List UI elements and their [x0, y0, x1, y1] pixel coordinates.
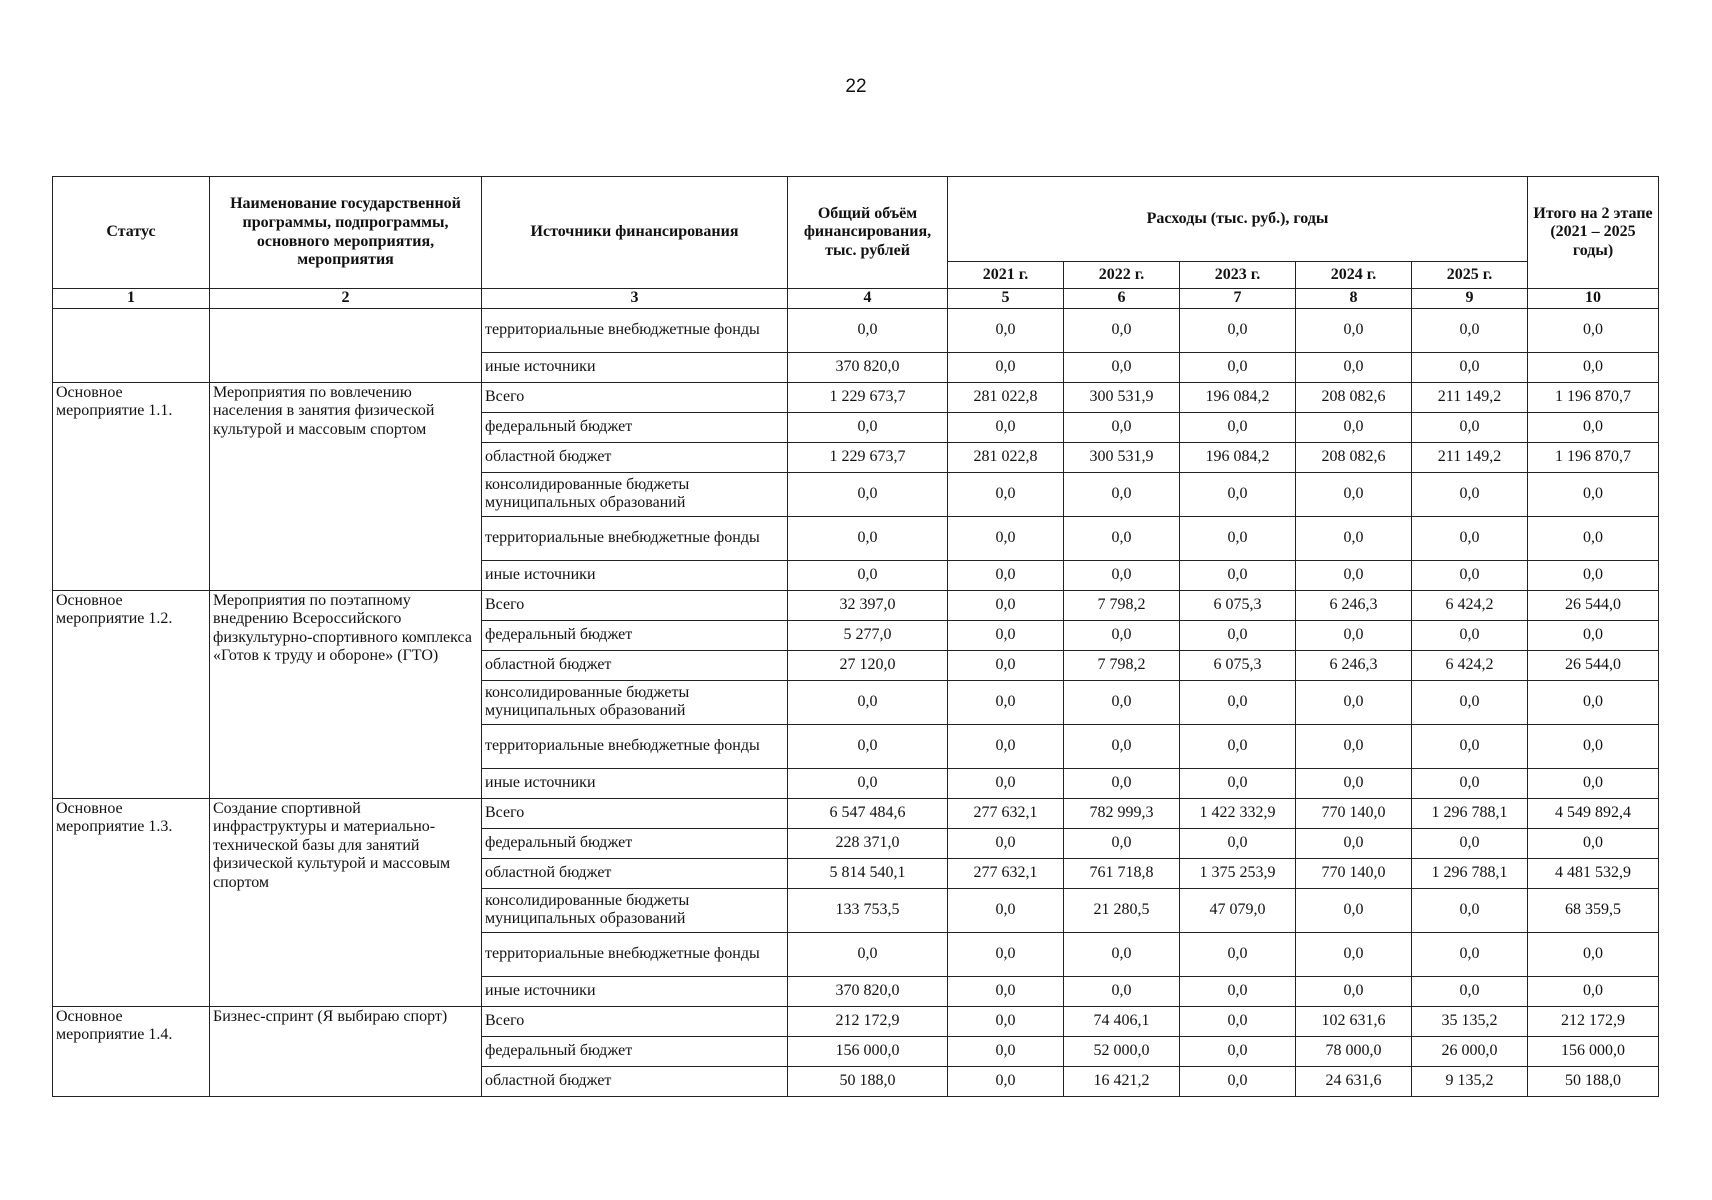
amount-cell: 9 135,2: [1412, 1066, 1528, 1096]
table-header: [53, 177, 1659, 309]
amount-cell: 27 120,0: [788, 650, 948, 680]
amount-cell: 26 544,0: [1528, 650, 1659, 680]
amount-cell: 5 814 540,1: [788, 858, 948, 888]
amount-cell: 0,0: [948, 472, 1064, 516]
amount-cell: 0,0: [1296, 560, 1412, 590]
amount-cell: 212 172,9: [1528, 1006, 1659, 1036]
amount-cell: 0,0: [1412, 888, 1528, 932]
amount-cell: 1 196 870,7: [1528, 382, 1659, 412]
amount-cell: 74 406,1: [1064, 1006, 1180, 1036]
header-year: 2024 г.: [1296, 262, 1412, 289]
amount-cell: 0,0: [1180, 680, 1296, 724]
activity-status: Основное мероприятие 1.2.: [53, 590, 210, 798]
column-number: 3: [482, 289, 788, 309]
amount-cell: 0,0: [1064, 620, 1180, 650]
amount-cell: 0,0: [1064, 976, 1180, 1006]
amount-cell: 0,0: [1528, 620, 1659, 650]
amount-cell: 196 084,2: [1180, 442, 1296, 472]
activity-status: Основное мероприятие 1.4.: [53, 1006, 210, 1096]
amount-cell: 0,0: [788, 724, 948, 768]
column-number-row: [53, 289, 1659, 309]
amount-cell: 0,0: [1296, 472, 1412, 516]
amount-cell: 370 820,0: [788, 352, 948, 382]
activity-name: Бизнес-спринт (Я выбираю спорт): [210, 1006, 482, 1096]
amount-cell: 212 172,9: [788, 1006, 948, 1036]
amount-cell: 0,0: [788, 560, 948, 590]
amount-cell: 78 000,0: [1296, 1036, 1412, 1066]
amount-cell: 300 531,9: [1064, 382, 1180, 412]
amount-cell: 0,0: [1180, 560, 1296, 590]
funding-source: федеральный бюджет: [482, 620, 788, 650]
amount-cell: 102 631,6: [1296, 1006, 1412, 1036]
header-source: Источники финансирования: [482, 177, 788, 289]
amount-cell: 32 397,0: [788, 590, 948, 620]
funding-source: иные источники: [482, 560, 788, 590]
amount-cell: 0,0: [1180, 1066, 1296, 1096]
amount-cell: 1 375 253,9: [1180, 858, 1296, 888]
amount-cell: 0,0: [1528, 412, 1659, 442]
amount-cell: 196 084,2: [1180, 382, 1296, 412]
table-row: [53, 382, 1659, 412]
amount-cell: 0,0: [948, 1006, 1064, 1036]
column-number: 2: [210, 289, 482, 309]
amount-cell: 211 149,2: [1412, 442, 1528, 472]
amount-cell: 0,0: [1296, 308, 1412, 352]
amount-cell: 6 424,2: [1412, 650, 1528, 680]
amount-cell: 0,0: [1296, 932, 1412, 976]
amount-cell: 6 424,2: [1412, 590, 1528, 620]
amount-cell: 0,0: [1064, 768, 1180, 798]
amount-cell: 4 481 532,9: [1528, 858, 1659, 888]
amount-cell: 0,0: [1296, 412, 1412, 442]
amount-cell: 0,0: [1528, 352, 1659, 382]
table-body: [53, 308, 1659, 1096]
amount-cell: 0,0: [1064, 516, 1180, 560]
amount-cell: 0,0: [1064, 472, 1180, 516]
amount-cell: 68 359,5: [1528, 888, 1659, 932]
amount-cell: 0,0: [948, 516, 1064, 560]
amount-cell: 0,0: [1528, 472, 1659, 516]
amount-cell: 4 549 892,4: [1528, 798, 1659, 828]
amount-cell: 1 196 870,7: [1528, 442, 1659, 472]
amount-cell: 16 421,2: [1064, 1066, 1180, 1096]
amount-cell: 26 000,0: [1412, 1036, 1528, 1066]
funding-source: областной бюджет: [482, 650, 788, 680]
amount-cell: 0,0: [1296, 724, 1412, 768]
amount-cell: 0,0: [1412, 620, 1528, 650]
amount-cell: 0,0: [1296, 768, 1412, 798]
amount-cell: 24 631,6: [1296, 1066, 1412, 1096]
amount-cell: 0,0: [1296, 888, 1412, 932]
funding-source: Всего: [482, 382, 788, 412]
amount-cell: 0,0: [1064, 352, 1180, 382]
amount-cell: 770 140,0: [1296, 858, 1412, 888]
amount-cell: 6 547 484,6: [788, 798, 948, 828]
amount-cell: 0,0: [788, 412, 948, 442]
amount-cell: 0,0: [1412, 768, 1528, 798]
funding-source: консолидированные бюджеты муниципальных образований: [482, 680, 788, 724]
amount-cell: 0,0: [1296, 352, 1412, 382]
amount-cell: 281 022,8: [948, 442, 1064, 472]
amount-cell: 277 632,1: [948, 798, 1064, 828]
amount-cell: 0,0: [1296, 516, 1412, 560]
amount-cell: 0,0: [1528, 560, 1659, 590]
amount-cell: 156 000,0: [1528, 1036, 1659, 1066]
amount-cell: 0,0: [788, 932, 948, 976]
amount-cell: 0,0: [1180, 932, 1296, 976]
amount-cell: 0,0: [948, 976, 1064, 1006]
funding-source: консолидированные бюджеты муниципальных образований: [482, 888, 788, 932]
amount-cell: 1 229 673,7: [788, 442, 948, 472]
amount-cell: 208 082,6: [1296, 382, 1412, 412]
funding-source: областной бюджет: [482, 1066, 788, 1096]
amount-cell: 7 798,2: [1064, 590, 1180, 620]
amount-cell: 0,0: [1412, 724, 1528, 768]
amount-cell: 0,0: [948, 560, 1064, 590]
funding-source: федеральный бюджет: [482, 412, 788, 442]
amount-cell: 0,0: [948, 768, 1064, 798]
funding-source: областной бюджет: [482, 858, 788, 888]
amount-cell: 0,0: [1180, 724, 1296, 768]
amount-cell: 277 632,1: [948, 858, 1064, 888]
activity-name: Мероприятия по поэтапному внедрению Всероссийского физкультурно-спортивного комплекса «Готов к труду и обороне» (ГТО): [210, 590, 482, 798]
amount-cell: 6 075,3: [1180, 650, 1296, 680]
amount-cell: 782 999,3: [1064, 798, 1180, 828]
funding-source: территориальные внебюджетные фонды: [482, 516, 788, 560]
amount-cell: 1 422 332,9: [1180, 798, 1296, 828]
funding-source: областной бюджет: [482, 442, 788, 472]
amount-cell: 0,0: [1296, 828, 1412, 858]
amount-cell: 0,0: [788, 680, 948, 724]
amount-cell: 0,0: [948, 1036, 1064, 1066]
amount-cell: 0,0: [948, 680, 1064, 724]
amount-cell: 1 296 788,1: [1412, 858, 1528, 888]
column-number: 8: [1296, 289, 1412, 309]
amount-cell: 0,0: [1180, 352, 1296, 382]
amount-cell: 0,0: [788, 308, 948, 352]
amount-cell: 50 188,0: [788, 1066, 948, 1096]
amount-cell: 0,0: [948, 620, 1064, 650]
funding-source: территориальные внебюджетные фонды: [482, 932, 788, 976]
header-year: 2025 г.: [1412, 262, 1528, 289]
activity-name: [210, 308, 482, 382]
amount-cell: 0,0: [1180, 1006, 1296, 1036]
column-number: 4: [788, 289, 948, 309]
amount-cell: 0,0: [1412, 472, 1528, 516]
amount-cell: 0,0: [1064, 828, 1180, 858]
amount-cell: 52 000,0: [1064, 1036, 1180, 1066]
table-row: [53, 308, 1659, 352]
amount-cell: 26 544,0: [1528, 590, 1659, 620]
activity-status: [53, 308, 210, 382]
amount-cell: 0,0: [1412, 516, 1528, 560]
amount-cell: 0,0: [1412, 560, 1528, 590]
amount-cell: 0,0: [1412, 352, 1528, 382]
amount-cell: 0,0: [948, 1066, 1064, 1096]
funding-source: федеральный бюджет: [482, 1036, 788, 1066]
header-year: 2021 г.: [948, 262, 1064, 289]
amount-cell: 300 531,9: [1064, 442, 1180, 472]
amount-cell: 6 075,3: [1180, 590, 1296, 620]
amount-cell: 0,0: [1180, 976, 1296, 1006]
amount-cell: 0,0: [788, 516, 948, 560]
amount-cell: 0,0: [1412, 976, 1528, 1006]
amount-cell: 0,0: [788, 472, 948, 516]
amount-cell: 0,0: [1528, 768, 1659, 798]
amount-cell: 0,0: [1296, 680, 1412, 724]
funding-source: иные источники: [482, 352, 788, 382]
page-number: 22: [845, 76, 867, 97]
header-name: Наименование государственной программы, подпрограммы, основного мероприятия, мероприятия: [210, 177, 482, 289]
amount-cell: 0,0: [1528, 932, 1659, 976]
amount-cell: 770 140,0: [1296, 798, 1412, 828]
column-number: 10: [1528, 289, 1659, 309]
amount-cell: 0,0: [1296, 976, 1412, 1006]
amount-cell: 50 188,0: [1528, 1066, 1659, 1096]
header-stage-total: Итого на 2 этапе (2021 – 2025 годы): [1528, 177, 1659, 289]
activity-name: Создание спортивной инфраструктуры и материально-технической базы для занятий физической культурой и массовым спортом: [210, 798, 482, 1006]
amount-cell: 6 246,3: [1296, 650, 1412, 680]
financing-table: [52, 176, 1659, 1097]
column-number: 6: [1064, 289, 1180, 309]
amount-cell: 1 296 788,1: [1412, 798, 1528, 828]
activity-status: Основное мероприятие 1.3.: [53, 798, 210, 1006]
header-total: Общий объём финансирования, тыс. рублей: [788, 177, 948, 289]
amount-cell: 0,0: [1412, 412, 1528, 442]
amount-cell: 761 718,8: [1064, 858, 1180, 888]
amount-cell: 7 798,2: [1064, 650, 1180, 680]
amount-cell: 0,0: [948, 724, 1064, 768]
amount-cell: 0,0: [1528, 724, 1659, 768]
amount-cell: 370 820,0: [788, 976, 948, 1006]
amount-cell: 156 000,0: [788, 1036, 948, 1066]
amount-cell: 133 753,5: [788, 888, 948, 932]
activity-status: Основное мероприятие 1.1.: [53, 382, 210, 590]
amount-cell: 0,0: [1064, 560, 1180, 590]
amount-cell: 0,0: [1064, 724, 1180, 768]
amount-cell: 0,0: [1064, 680, 1180, 724]
amount-cell: 21 280,5: [1064, 888, 1180, 932]
funding-source: консолидированные бюджеты муниципальных образований: [482, 472, 788, 516]
activity-name: Мероприятия по вовлечению населения в занятия физической культурой и массовым спортом: [210, 382, 482, 590]
amount-cell: 0,0: [948, 412, 1064, 442]
header-status: Статус: [53, 177, 210, 289]
amount-cell: 5 277,0: [788, 620, 948, 650]
amount-cell: 281 022,8: [948, 382, 1064, 412]
funding-source: федеральный бюджет: [482, 828, 788, 858]
column-number: 9: [1412, 289, 1528, 309]
header-expenses: Расходы (тыс. руб.), годы: [948, 177, 1528, 262]
funding-source: Всего: [482, 798, 788, 828]
funding-source: территориальные внебюджетные фонды: [482, 724, 788, 768]
funding-source: территориальные внебюджетные фонды: [482, 308, 788, 352]
amount-cell: 0,0: [1064, 932, 1180, 976]
table-row: [53, 798, 1659, 828]
amount-cell: 0,0: [1528, 976, 1659, 1006]
amount-cell: 0,0: [1064, 412, 1180, 442]
amount-cell: 0,0: [1412, 828, 1528, 858]
amount-cell: 228 371,0: [788, 828, 948, 858]
header-year: 2023 г.: [1180, 262, 1296, 289]
amount-cell: 0,0: [1180, 1036, 1296, 1066]
amount-cell: 211 149,2: [1412, 382, 1528, 412]
amount-cell: 0,0: [1528, 828, 1659, 858]
amount-cell: 47 079,0: [1180, 888, 1296, 932]
amount-cell: 208 082,6: [1296, 442, 1412, 472]
amount-cell: 0,0: [948, 650, 1064, 680]
table-row: [53, 1006, 1659, 1036]
amount-cell: 0,0: [948, 888, 1064, 932]
column-number: 5: [948, 289, 1064, 309]
amount-cell: 35 135,2: [1412, 1006, 1528, 1036]
amount-cell: 0,0: [1528, 680, 1659, 724]
amount-cell: 6 246,3: [1296, 590, 1412, 620]
amount-cell: 0,0: [1180, 472, 1296, 516]
amount-cell: 0,0: [948, 352, 1064, 382]
amount-cell: 0,0: [1180, 620, 1296, 650]
amount-cell: 0,0: [1180, 768, 1296, 798]
amount-cell: 0,0: [1528, 308, 1659, 352]
amount-cell: 0,0: [1412, 680, 1528, 724]
header-year: 2022 г.: [1064, 262, 1180, 289]
amount-cell: 0,0: [1180, 828, 1296, 858]
amount-cell: 0,0: [1296, 620, 1412, 650]
amount-cell: 0,0: [948, 932, 1064, 976]
funding-source: Всего: [482, 590, 788, 620]
amount-cell: 0,0: [1412, 932, 1528, 976]
amount-cell: 0,0: [1064, 308, 1180, 352]
amount-cell: 1 229 673,7: [788, 382, 948, 412]
amount-cell: 0,0: [1180, 308, 1296, 352]
column-number: 7: [1180, 289, 1296, 309]
amount-cell: 0,0: [948, 828, 1064, 858]
amount-cell: 0,0: [1180, 516, 1296, 560]
funding-source: иные источники: [482, 768, 788, 798]
amount-cell: 0,0: [1412, 308, 1528, 352]
funding-source: иные источники: [482, 976, 788, 1006]
amount-cell: 0,0: [948, 308, 1064, 352]
amount-cell: 0,0: [788, 768, 948, 798]
table-row: [53, 590, 1659, 620]
amount-cell: 0,0: [1528, 516, 1659, 560]
funding-source: Всего: [482, 1006, 788, 1036]
column-number: 1: [53, 289, 210, 309]
amount-cell: 0,0: [1180, 412, 1296, 442]
amount-cell: 0,0: [948, 590, 1064, 620]
